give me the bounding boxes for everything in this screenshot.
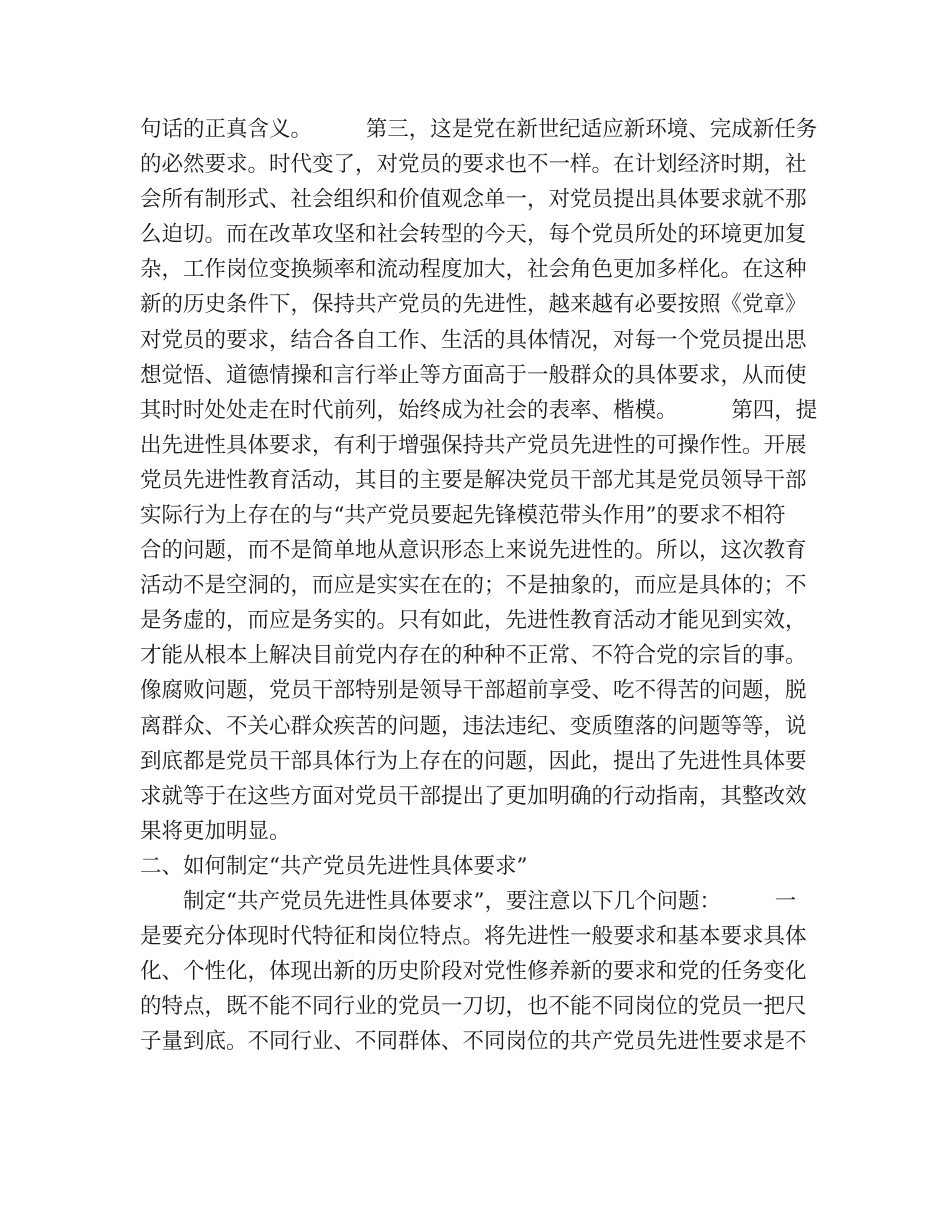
text-line: 是要充分体现时代特征和岗位特点。将先进性一般要求和基本要求具体 (140, 924, 807, 949)
text-line: 杂，工作岗位变换频率和流动程度加大，社会角色更加多样化。在这种 (140, 257, 807, 282)
text-line: 么迫切。而在改革攻坚和社会转型的今天，每个党员所处的环境更加复 (140, 222, 807, 247)
text-line: 对党员的要求，结合各自工作、生活的具体情况，对每一个党员提出思 (140, 328, 807, 353)
text-line: 化、个性化，体现出新的历史阶段对党性修养新的要求和党的任务变化 (140, 959, 807, 984)
text-line: 活动不是空洞的，而应是实实在在的；不是抽象的，而应是具体的；不 (140, 573, 807, 598)
text-line: 想觉悟、道德情操和言行举止等方面高于一般群众的具体要求，从而使 (140, 363, 807, 388)
text-line: 子量到底。不同行业、不同群体、不同岗位的共产党员先进性要求是不 (140, 1029, 807, 1054)
section-heading: 二、如何制定“共产党员先进性具体要求” (140, 854, 528, 879)
text-line: 其时时处处走在时代前列，始终成为社会的表率、楷模。 第四，提 (140, 398, 818, 423)
text-line: 像腐败问题，党员干部特别是领导干部超前享受、吃不得苦的问题，脱 (140, 678, 807, 703)
text-line: 党员先进性教育活动，其目的主要是解决党员干部尤其是党员领导干部 (140, 468, 807, 493)
text-line: 求就等于在这些方面对党员干部提出了更加明确的行动指南，其整改效 (140, 784, 807, 809)
text-line: 实际行为上存在的与“共产党员要起先锋模范带头作用”的要求不相符 (140, 503, 786, 528)
text-line: 离群众、不关心群众疾苦的问题，违法违纪、变质堕落的问题等等，说 (140, 714, 807, 739)
text-line: 句话的正真含义。 第三，这是党在新世纪适应新环境、完成新任务 (140, 117, 818, 142)
text-line: 的特点，既不能不同行业的党员一刀切，也不能不同岗位的党员一把尺 (140, 994, 807, 1019)
text-line: 制定“共产党员先进性具体要求”，要注意以下几个问题： 一 (140, 889, 797, 914)
text-line: 到底都是党员干部具体行为上存在的问题，因此，提出了先进性具体要 (140, 749, 807, 774)
text-line: 果将更加明显。 (140, 819, 291, 844)
text-line: 的必然要求。时代变了，对党员的要求也不一样。在计划经济时期，社 (140, 152, 807, 177)
text-line: 才能从根本上解决目前党内存在的种种不正常、不符合党的宗旨的事。 (140, 643, 807, 668)
text-line: 出先进性具体要求，有利于增强保持共产党员先进性的可操作性。开展 (140, 433, 807, 458)
text-line: 是务虚的，而应是务实的。只有如此，先进性教育活动才能见到实效， (140, 608, 807, 633)
text-line: 新的历史条件下，保持共产党员的先进性，越来越有必要按照《党章》 (140, 292, 807, 317)
text-line: 合的问题，而不是简单地从意识形态上来说先进性的。所以，这次教育 (140, 538, 807, 563)
text-line: 会所有制形式、社会组织和价值观念单一，对党员提出具体要求就不那 (140, 187, 807, 212)
